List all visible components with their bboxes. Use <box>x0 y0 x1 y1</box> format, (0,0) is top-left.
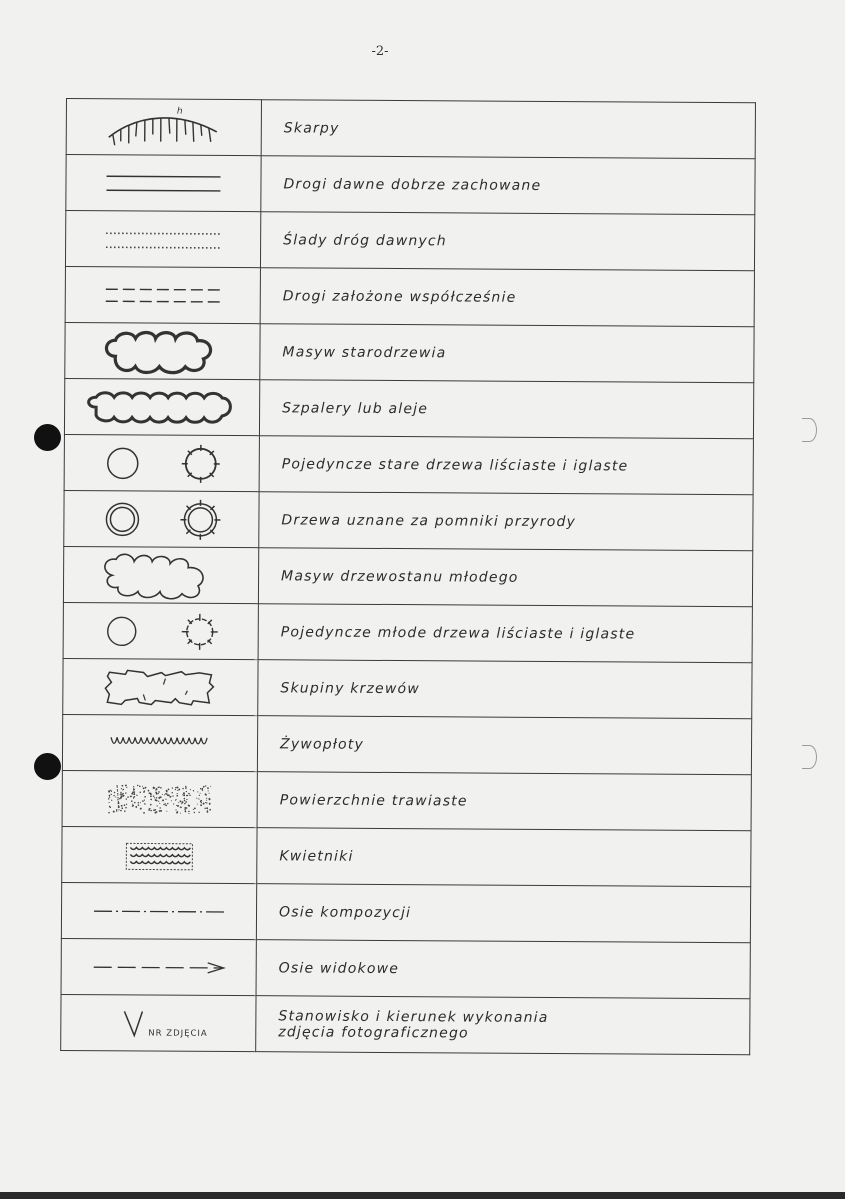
legend-row <box>63 602 752 662</box>
legend-row <box>66 99 755 159</box>
clip-mark-bottom <box>802 745 817 769</box>
symbol-cell <box>64 490 259 547</box>
legend-table <box>60 98 756 1055</box>
page-edge <box>0 1192 845 1199</box>
symbol-cell <box>62 714 257 771</box>
legend-row <box>63 658 752 718</box>
symbol-cell <box>63 546 258 603</box>
legend-row <box>62 826 751 886</box>
dashed-lines-icon <box>98 280 228 311</box>
symbol-cell <box>64 378 259 435</box>
slope-symbol-icon <box>99 103 229 152</box>
legend-row <box>61 938 750 998</box>
legend-label-line-2: zdjęcia fotograficznego <box>278 1023 469 1041</box>
symbol-cell <box>61 882 256 939</box>
young-tree-icon <box>86 607 236 656</box>
symbol-cell <box>66 99 261 156</box>
legend-label: Masyw drzewostanu młodego <box>258 548 752 607</box>
symbol-cell <box>61 994 256 1051</box>
dash-dot-line-icon <box>84 901 234 922</box>
legend-row <box>63 546 752 606</box>
double-line-icon <box>98 168 228 199</box>
symbol-cell <box>64 434 259 491</box>
legend-row <box>62 714 751 774</box>
symbol-cell <box>63 658 258 715</box>
legend-label <box>256 996 750 1055</box>
grass-stipple-icon <box>95 779 225 820</box>
punch-hole-bottom <box>34 753 61 780</box>
symbol-cell <box>62 826 257 883</box>
photo-number-label: NR ZDJĘCIA <box>148 1028 208 1039</box>
legend-row <box>61 882 750 942</box>
symbol-cell <box>65 266 260 323</box>
legend-label: Żywopłoty <box>257 716 751 775</box>
symbol-cell <box>65 322 260 379</box>
legend-row <box>64 434 753 494</box>
symbol-cell <box>62 770 257 827</box>
symbol-cell <box>65 211 260 268</box>
legend-row <box>62 770 751 830</box>
legend-label: Skarpy <box>261 100 755 159</box>
hedge-wave-icon <box>95 731 225 756</box>
legend-label: Pojedyncze młode drzewa liściaste i iglaste <box>258 604 752 663</box>
flowerbed-icon <box>94 835 224 876</box>
legend-label: Osie widokowe <box>256 940 750 999</box>
legend-label: Drogi założone współcześnie <box>260 268 754 327</box>
legend-label: Powierzchnie trawiaste <box>257 772 751 831</box>
punch-hole-top <box>34 424 61 451</box>
legend-row <box>64 490 753 550</box>
page-number: -2- <box>371 44 389 59</box>
shrub-group-icon <box>95 664 225 711</box>
slope-height-label: h <box>176 106 183 117</box>
tree-circles-icon <box>87 439 237 488</box>
camera-v-icon <box>78 1001 238 1046</box>
cloud-mass-icon <box>97 326 227 377</box>
symbol-cell <box>66 155 261 212</box>
legend-label: Osie kompozycji <box>256 884 750 943</box>
monument-tree-icon <box>86 495 236 544</box>
clip-mark-top <box>802 418 817 442</box>
legend-row <box>61 994 750 1054</box>
symbol-cell <box>61 938 256 995</box>
symbol-cell <box>63 602 258 659</box>
legend-row <box>65 211 754 271</box>
scalloped-row-icon <box>82 389 242 426</box>
young-mass-icon <box>96 549 226 602</box>
legend-label: Szpalery lub aleje <box>259 380 753 439</box>
legend-label: Drogi dawne dobrze zachowane <box>261 156 755 215</box>
legend-row <box>65 322 754 382</box>
legend-label: Masyw starodrzewia <box>260 324 754 383</box>
legend-row <box>65 266 754 326</box>
dashed-arrow-icon <box>84 957 234 978</box>
legend-label: Drzewa uznane za pomniki przyrody <box>259 492 753 551</box>
dotted-lines-icon <box>98 224 228 255</box>
legend-row <box>66 155 755 215</box>
legend-row <box>64 378 753 438</box>
legend-label: Skupiny krzewów <box>258 660 752 719</box>
legend-label: Pojedyncze stare drzewa liściaste i iglaste <box>259 436 753 495</box>
legend-label: Ślady dróg dawnych <box>260 212 754 271</box>
legend-label: Kwietniki <box>257 828 751 887</box>
legend-label-line-1: Stanowisko i kierunek wykonania <box>278 1007 549 1026</box>
